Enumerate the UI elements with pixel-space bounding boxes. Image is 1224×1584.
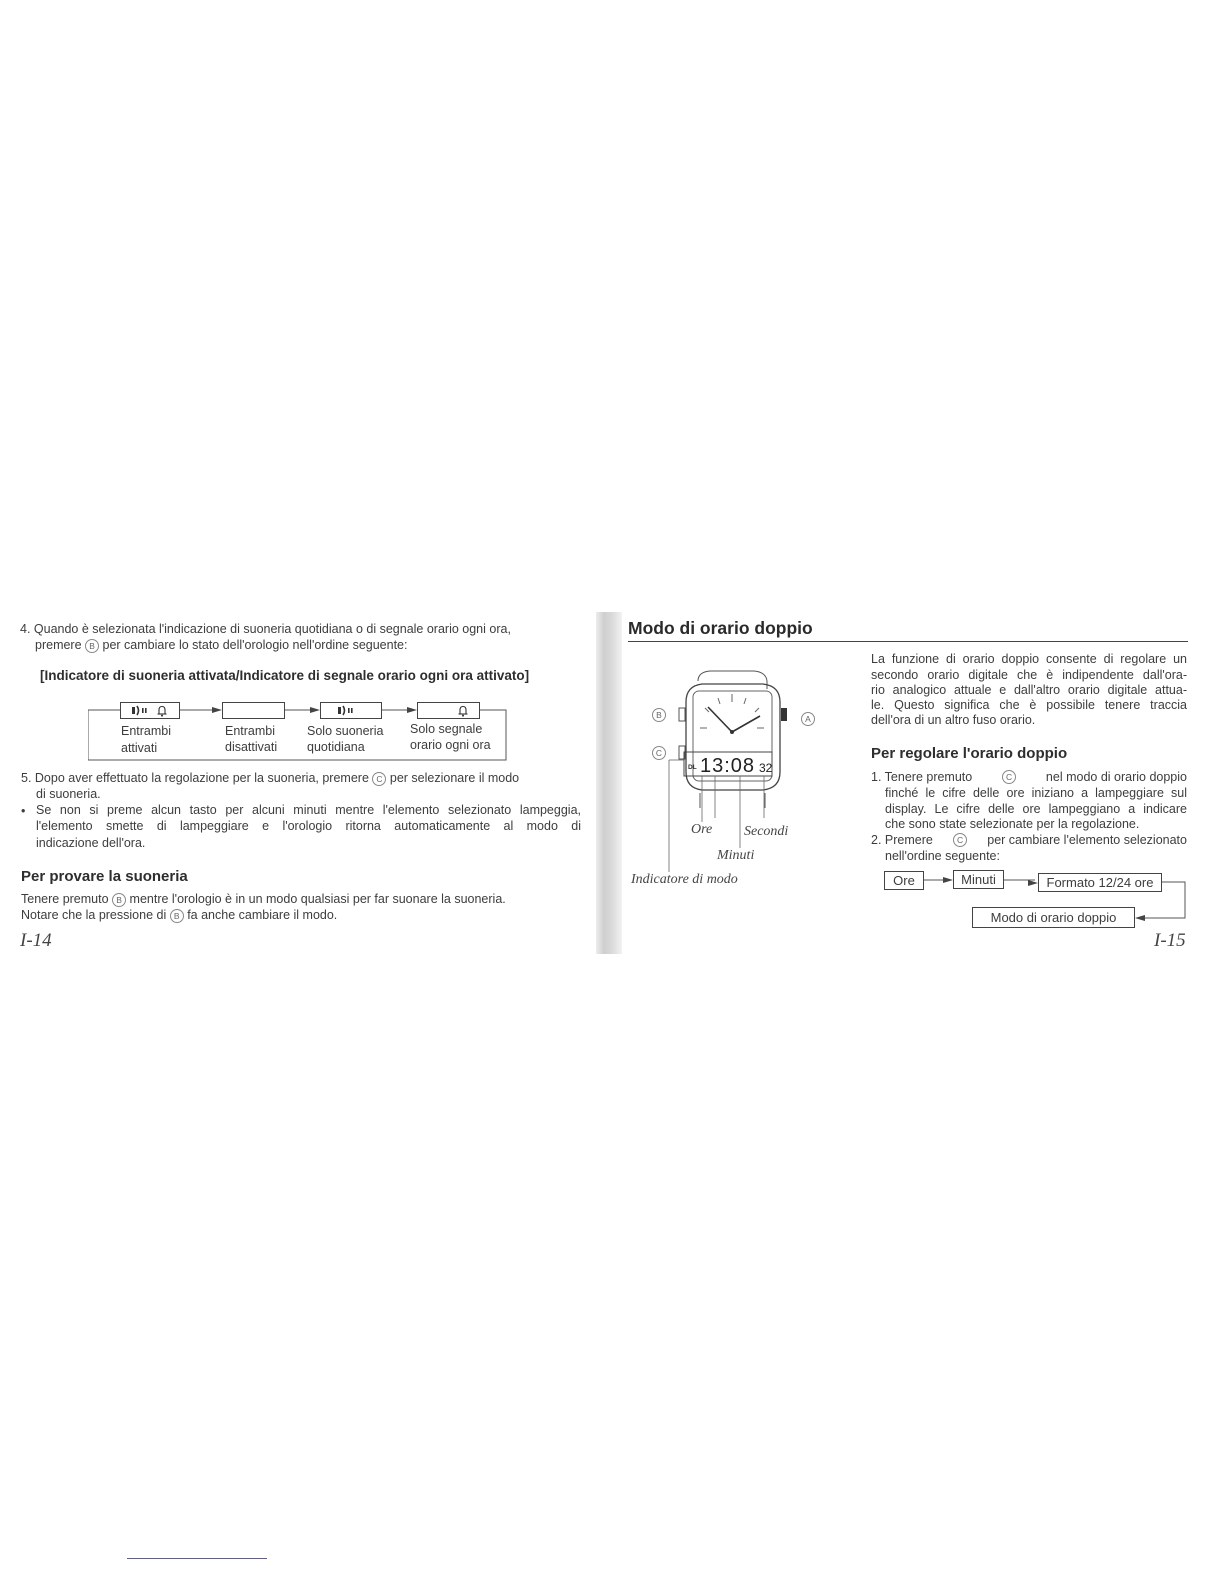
- step-2-text-post: per cambiare l'elemento selezionato: [987, 833, 1187, 847]
- test-para-text-post: mentre l'orologio è in un modo qualsiasi per far suonare la suoneria.: [129, 892, 506, 906]
- label-mode-indicator: Indicatore di modo: [631, 872, 738, 887]
- button-c-icon: C: [953, 833, 967, 847]
- flow-box-hours: Ore: [884, 871, 924, 890]
- step-1-line-2: finché le cifre delle ore iniziano a lampeggiare sul: [885, 786, 1187, 800]
- item-4-text-pre: premere: [35, 638, 82, 652]
- test-para-2-text-post: fa anche cambiare il modo.: [187, 908, 338, 922]
- dual-time-setting-flow: [884, 870, 1188, 932]
- flow-box-alarm-only: [320, 702, 382, 719]
- flow-caption-4-line-1: Solo segnale: [410, 722, 483, 736]
- step-1-text-pre: 1. Tenere premuto: [871, 770, 973, 784]
- flow-caption-4-line-2: orario ogni ora: [410, 738, 491, 752]
- test-para-line-1: [21, 892, 506, 907]
- flow-caption-1-line-1: Entrambi: [121, 724, 172, 738]
- intro-line-1: La funzione di orario doppio consente di regolare un: [871, 652, 1187, 666]
- test-para-line-2: [21, 908, 337, 923]
- alarm-and-bell-icon: [121, 703, 179, 718]
- page-number-left: I-14: [20, 930, 52, 951]
- page-number-right: I-15: [1154, 930, 1186, 951]
- section-heading-test-alarm: Per provare la suoneria: [21, 868, 188, 885]
- item-4-line-1: 4. Quando è selezionata l'indicazione di suoneria quotidiana o di segnale orario ogni ora,: [20, 622, 511, 636]
- section-heading-set-dual-time: Per regolare l'orario doppio: [871, 745, 1068, 762]
- flow-box-12-24-format: Formato 12/24 ore: [1038, 873, 1162, 892]
- step-1-line-3: display. Le cifre delle ore lampeggiano a indicare: [885, 802, 1187, 816]
- bullet-line-1: Se non si preme alcun tasto per alcuni minuti mentre l'elemento selezionato lampeggia,: [36, 803, 581, 817]
- intro-line-4: le. Questo significa che è possibile tenere traccia: [871, 698, 1187, 712]
- hourly-signal-bell-icon: [418, 703, 479, 718]
- item-5-line-2: di suoneria.: [36, 787, 101, 801]
- bullet-line-3: indicazione dell'ora.: [36, 836, 146, 850]
- watch-drawing: [630, 660, 830, 900]
- flow-caption-2-line-2: disattivati: [225, 740, 278, 754]
- item-5-text-post: per selezionare il modo: [389, 771, 520, 785]
- step-1-line-1: [871, 770, 1187, 785]
- step-2-line-1: [871, 833, 1187, 848]
- flow-box-dual-time-mode: Modo di orario doppio: [972, 907, 1135, 928]
- indicator-heading: [Indicatore di suoneria attivata/Indicatore di segnale orario ogni ora attivato]: [40, 668, 530, 683]
- button-b-icon: B: [170, 909, 184, 923]
- label-minutes: Minuti: [717, 848, 755, 863]
- label-hours: Ore: [691, 822, 713, 837]
- step-2-line-2: nell'ordine seguente:: [885, 849, 1000, 863]
- bullet-line-2: l'elemento smette di lampeggiare e l'orologio ritorna automaticamente al modo di: [36, 819, 581, 833]
- button-b-icon: B: [85, 639, 99, 653]
- flow-box-both-on: [120, 702, 180, 719]
- intro-line-3: rio analogico attuale e dall'altro orario digitale attua-: [871, 683, 1187, 697]
- flow-box-bell-only: [417, 702, 480, 719]
- flow-box-both-off: [222, 702, 285, 719]
- lcd-seconds-text: 32: [759, 761, 773, 775]
- flow-box-minutes: Minuti: [953, 870, 1004, 889]
- mode-indicator-text: DL: [688, 764, 697, 771]
- test-para-2-text-pre: Notare che la pressione di: [21, 908, 167, 922]
- flow-caption-2-line-1: Entrambi: [225, 724, 276, 738]
- page-binding-shadow: [596, 612, 622, 954]
- label-seconds: Secondi: [744, 824, 789, 839]
- alarm-icon: [321, 703, 381, 718]
- alarm-status-flow-diagram: [88, 700, 508, 762]
- title-rule: [628, 641, 1188, 642]
- item-4-line-2: [35, 638, 407, 653]
- button-c-icon: C: [652, 746, 666, 760]
- button-c-icon: C: [372, 772, 386, 786]
- item-5-line-1: [21, 771, 519, 786]
- item-5-text-pre: 5. Dopo aver effettuato la regolazione per la suoneria, premere: [21, 771, 369, 785]
- step-2-text-pre: 2. Premere: [871, 833, 933, 847]
- intro-line-5: dell'ora di un altro fuso orario.: [871, 713, 1036, 727]
- bottom-rule: [127, 1558, 267, 1559]
- step-1-line-4: che sono state selezionate per la regolazione.: [885, 817, 1140, 831]
- flow-caption-3-line-2: quotidiana: [307, 740, 365, 754]
- button-b-icon: B: [652, 708, 666, 722]
- lcd-time-text: 13:08: [700, 755, 756, 777]
- flow-caption-3-line-1: Solo suoneria: [307, 724, 384, 738]
- step-1-text-post: nel modo di orario doppio: [1045, 770, 1187, 784]
- page-title: Modo di orario doppio: [628, 618, 813, 638]
- watch-illustration: [630, 660, 830, 900]
- button-a-icon: A: [801, 712, 815, 726]
- bullet-dot: •: [21, 804, 26, 818]
- intro-line-2: secondo orario digitale che è indipendente dall'ora-: [871, 668, 1187, 682]
- flow-caption-1-line-2: attivati: [121, 741, 158, 755]
- test-para-text-pre: Tenere premuto: [21, 892, 109, 906]
- button-c-icon: C: [1002, 770, 1016, 784]
- button-b-icon: B: [112, 893, 126, 907]
- item-4-text-post: per cambiare lo stato dell'orologio nell'ordine seguente:: [102, 638, 408, 652]
